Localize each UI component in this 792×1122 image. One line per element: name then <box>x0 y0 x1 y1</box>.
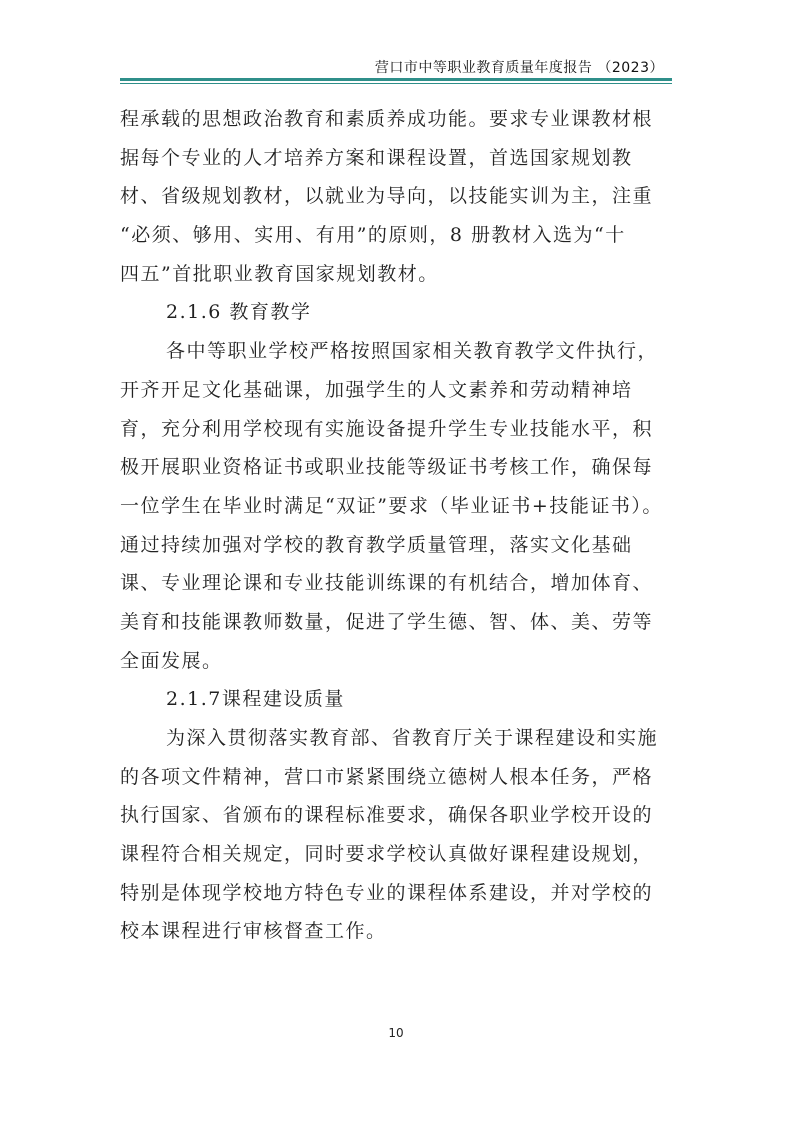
text-line: 据每个专业的人才培养方案和课程设置，首选国家规划教 <box>120 146 633 169</box>
text-line: 开齐开足文化基础课，加强学生的人文素养和劳动精神培 <box>120 378 633 401</box>
paragraph-curriculum-quality <box>120 719 680 951</box>
text-line: “必须、够用、实用、有用”的原则，8 册教材入选为“十 <box>120 224 626 247</box>
text-line: 特别是体现学校地方特色专业的课程体系建设，并对学校的 <box>120 881 654 904</box>
paragraph-continued <box>120 100 680 293</box>
text-line: 美育和技能课教师数量，促进了学生德、智、体、美、劳等 <box>120 610 654 633</box>
section-heading-2-1-6: 2.1.6 教育教学 <box>166 301 312 324</box>
text-line: 育，充分利用学校现有实施设备提升学生专业技能水平，积 <box>120 417 654 440</box>
text-line: 课、专业理论课和专业技能训练课的有机结合，增加体育、 <box>120 572 654 595</box>
header-title: 营口市中等职业教育质量年度报告 （2023） <box>374 60 664 76</box>
header-divider-thick <box>120 78 672 81</box>
text-line: 全面发展。 <box>120 649 223 672</box>
text-line: 执行国家、省颁布的课程标准要求，确保各职业学校开设的 <box>120 804 654 827</box>
text-line: 校本课程进行审核督查工作。 <box>120 920 387 943</box>
text-line: 四五”首批职业教育国家规划教材。 <box>120 262 439 285</box>
header-divider-thin <box>120 83 672 84</box>
text-line: 程承载的思想政治教育和素质养成功能。要求专业课教材根 <box>120 108 654 130</box>
text-line: 一位学生在毕业时满足“双证”要求（毕业证书+技能证书）。 <box>120 494 663 517</box>
paragraph-education-teaching <box>120 332 680 680</box>
text-line: 通过持续加强对学校的教育教学质量管理，落实文化基础 <box>120 533 633 556</box>
text-line: 材、省级规划教材，以就业为导向，以技能实训为主，注重 <box>120 185 654 208</box>
document-body <box>120 100 680 951</box>
text-line: 课程符合相关规定，同时要求学校认真做好课程建设规划， <box>120 843 654 866</box>
section-heading-2-1-7: 2.1.7课程建设质量 <box>166 688 345 711</box>
text-line: 极开展职业资格证书或职业技能等级证书考核工作，确保每 <box>120 456 654 479</box>
text-line: 的各项文件精神，营口市紧紧围绕立德树人根本任务，严格 <box>120 765 654 788</box>
text-line: 为深入贯彻落实教育部、省教育厅关于课程建设和实施 <box>166 727 659 749</box>
text-line: 各中等职业学校严格按照国家相关教育教学文件执行， <box>166 340 659 363</box>
page-number: 10 <box>388 1026 404 1040</box>
